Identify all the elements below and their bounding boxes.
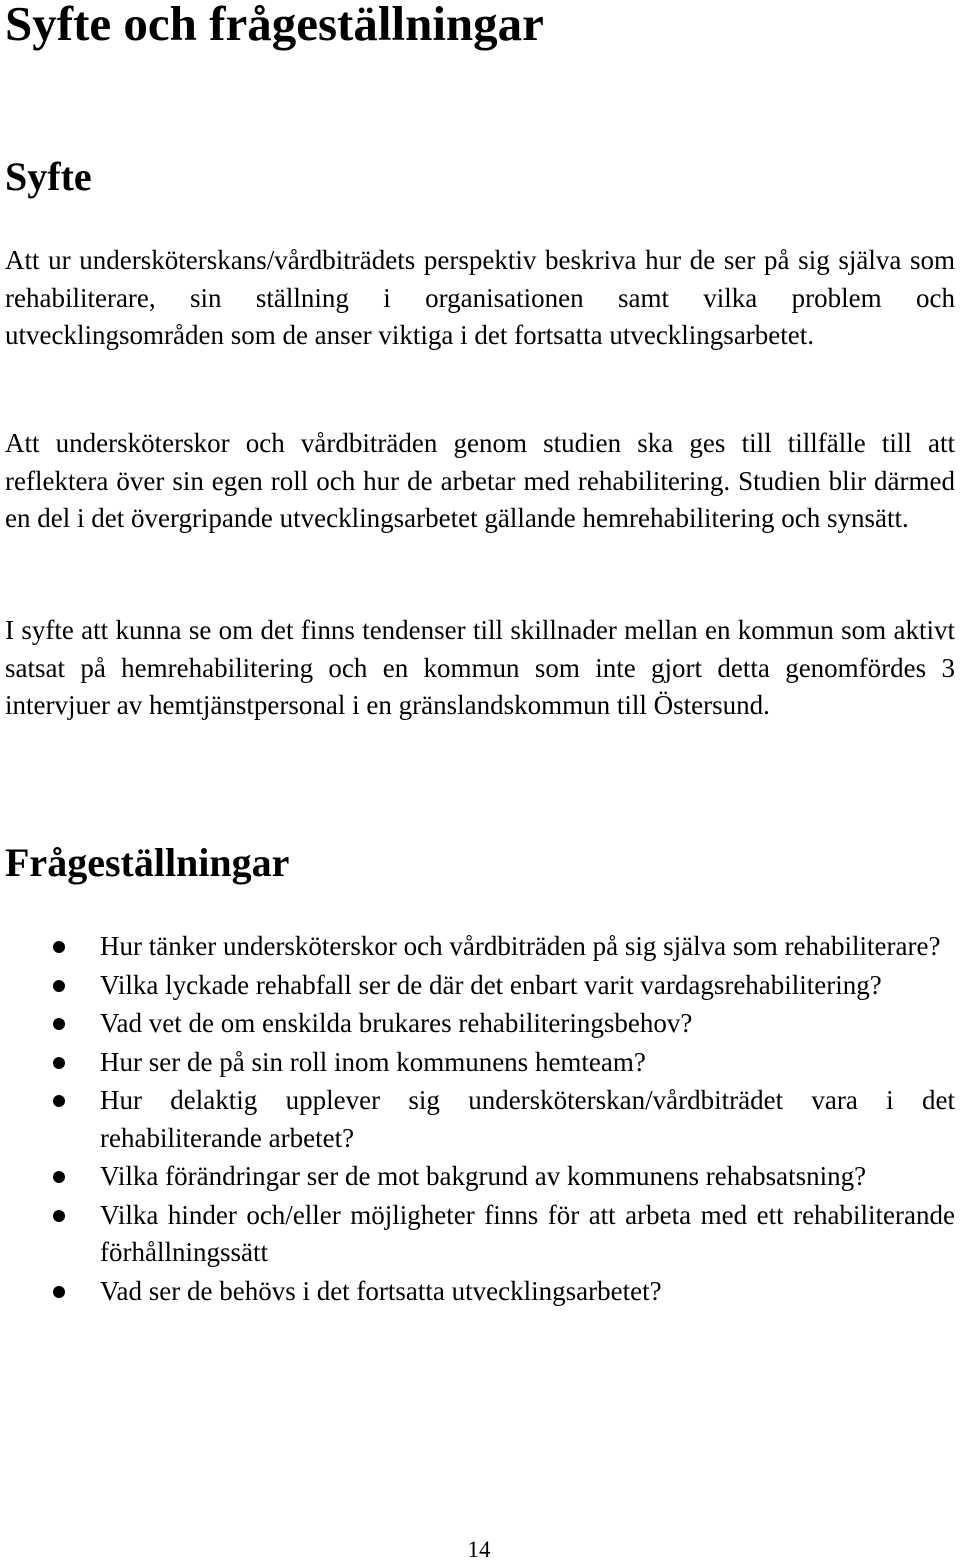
- list-item-text: Vad vet de om enskilda brukares rehabiliteringsbehov?: [100, 1008, 693, 1038]
- bullet-icon: [53, 1171, 65, 1183]
- list-item-text: Hur delaktig upplever sig undersköterskan/vårdbiträdet vara i det rehabiliterande arbetet?: [100, 1085, 955, 1153]
- list-item-text: Hur tänker undersköterskor och vårdbiträden på sig själva som rehabiliterare?: [100, 931, 941, 961]
- syfte-paragraph-2: Att undersköterskor och vårdbiträden genom studien ska ges till tillfälle till att reflektera över sin egen roll och hur de arbetar med rehabilitering. Studien blir därmed en del i det övergripande utvecklingsarbetet gällande hemrehabilitering och synsätt.: [5, 428, 955, 533]
- page-number-text: 14: [467, 1537, 491, 1562]
- list-item: [0, 1273, 960, 1311]
- bullet-icon: [53, 980, 65, 992]
- bullet-icon: [53, 941, 65, 953]
- list-item: [0, 1197, 960, 1272]
- syfte-paragraph-1: Att ur undersköterskans/vårdbiträdets perspektiv beskriva hur de ser på sig själva som rehabiliterare, sin ställning i organisationen samt vilka problem och utvecklingsområden som de anser viktiga i det fortsatta utvecklingsarbetet.: [5, 245, 955, 350]
- list-item-text: Vilka lyckade rehabfall ser de där det enbart varit vardagsrehabilitering?: [100, 969, 882, 1000]
- list-item-text: Vilka hinder och/eller möjligheter finns för att arbeta med ett rehabiliterande förhållningssätt: [100, 1199, 955, 1267]
- list-item: [0, 967, 960, 1005]
- bullet-icon: [53, 1210, 65, 1222]
- list-item: [0, 1044, 960, 1082]
- syfte-paragraph-3: I syfte att kunna se om det finns tendenser till skillnader mellan en kommun som aktivt satsat på hemrehabilitering och en kommun som inte gjort detta genomfördes 3 intervjuer av hemtjänstpersonal i en gränslandskommun till Östersund.: [5, 615, 955, 720]
- list-item-text: Hur ser de på sin roll inom kommunens hemteam?: [100, 1046, 646, 1077]
- page-title: Syfte och frågeställningar: [5, 0, 544, 51]
- list-item-text: Vad ser de behövs i det fortsatta utvecklingsarbetet?: [100, 1275, 662, 1306]
- bullet-icon: [53, 1057, 65, 1069]
- bullet-icon: [53, 1286, 65, 1298]
- bullet-icon: [53, 1018, 65, 1030]
- question-list: [0, 928, 960, 1311]
- list-item: [0, 1082, 960, 1157]
- list-item: [0, 1005, 960, 1043]
- list-item: [0, 928, 960, 966]
- fragestallningar-heading: Frågeställningar: [5, 840, 290, 885]
- list-item: [0, 1158, 960, 1196]
- list-item-text: Vilka förändringar ser de mot bakgrund av kommunens rehabsatsning?: [100, 1161, 867, 1191]
- syfte-heading: Syfte: [5, 154, 92, 199]
- page-number: [0, 1536, 960, 1564]
- bullet-icon: [53, 1095, 65, 1107]
